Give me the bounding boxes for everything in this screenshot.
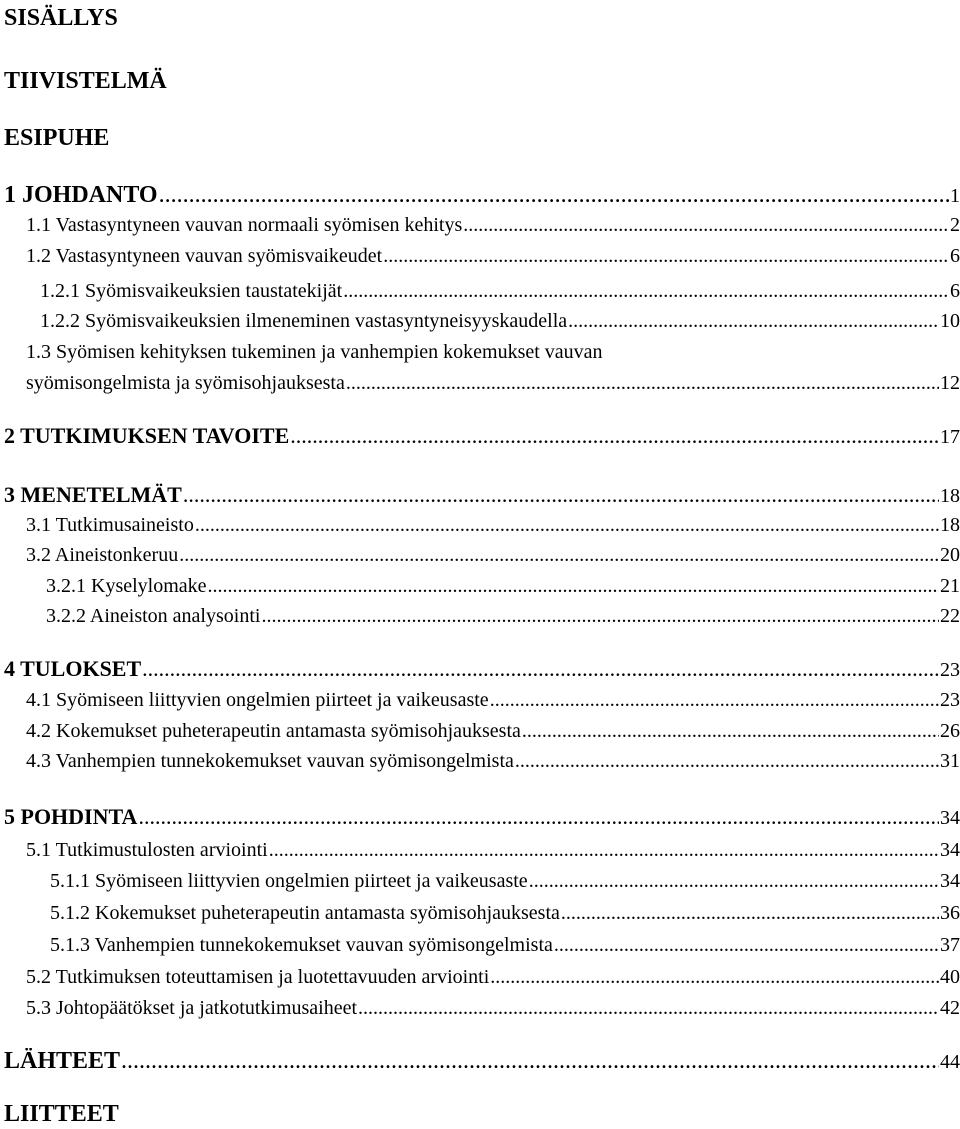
toc-entry-4-3[interactable] xyxy=(26,748,960,774)
toc-entry-1-1[interactable] xyxy=(26,212,960,238)
dot-leader xyxy=(568,308,939,334)
toc-entry-label: 1.2.2 Syömisvaikeuksien ilmeneminen vastasyntyneisyyskaudella xyxy=(40,310,568,332)
toc-entry-1-2-2[interactable] xyxy=(40,308,960,334)
toc-entry-page: 40 xyxy=(940,966,960,988)
toc-entry-label: 1.2 Vastasyntyneen vauvan syömisvaikeudet xyxy=(26,245,383,267)
toc-entry-5-1-1[interactable] xyxy=(50,868,960,894)
toc-entry-3-2-2[interactable] xyxy=(46,603,960,629)
toc-entry-page: 26 xyxy=(940,720,960,742)
toc-entry-label: 1 JOHDANTO xyxy=(4,182,158,208)
toc-entry-page: 12 xyxy=(940,372,960,394)
toc-entry-1-2[interactable] xyxy=(26,243,960,269)
dot-leader xyxy=(561,900,939,926)
dot-leader xyxy=(346,370,939,396)
toc-entry-label: 4.2 Kokemukset puheterapeutin antamasta syömisohjauksesta xyxy=(26,720,521,742)
dot-leader xyxy=(383,243,949,269)
toc-entry-1-2-1[interactable] xyxy=(40,278,960,304)
toc-entry-label: 5.3 Johtopäätökset ja jatkotutkimusaiheet xyxy=(26,997,358,1019)
heading-liitteet: LIITTEET xyxy=(4,1101,119,1127)
dot-leader xyxy=(554,932,939,958)
toc-entry-label: 4 TULOKSET xyxy=(4,656,142,681)
toc-entry-label: 5.2 Tutkimuksen toteuttamisen ja luotettavuuden arviointi xyxy=(26,966,490,988)
toc-entry-label: 4.3 Vanhempien tunnekokemukset vauvan syömisongelmista xyxy=(26,750,514,772)
dot-leader xyxy=(490,687,939,713)
toc-entry-1-3-line1[interactable]: 1.3 Syömisen kehityksen tukeminen ja vanhempien kokemukset vauvan xyxy=(26,341,603,363)
toc-entry-page: 23 xyxy=(940,689,960,711)
toc-entry-1[interactable] xyxy=(4,182,960,209)
toc-entry-3-1[interactable] xyxy=(26,512,960,538)
dot-leader xyxy=(142,656,939,682)
toc-entry-page: 22 xyxy=(940,605,960,627)
toc-entry-page: 10 xyxy=(940,310,960,332)
toc-entry-label: syömisongelmista ja syömisohjauksesta xyxy=(26,372,345,394)
toc-entry-label: 3.2.2 Aineiston analysointi xyxy=(46,605,261,627)
dot-leader xyxy=(138,804,939,830)
dot-leader xyxy=(195,512,939,538)
toc-entry-3-2[interactable] xyxy=(26,542,960,568)
dot-leader xyxy=(208,573,939,599)
toc-entry-label: 5 POHDINTA xyxy=(4,804,138,829)
toc-entry-label: 3 MENETELMÄT xyxy=(4,482,182,507)
toc-entry-4-1[interactable] xyxy=(26,687,960,713)
toc-entry-page: 42 xyxy=(940,997,960,1019)
dot-leader xyxy=(522,718,939,744)
toc-entry-page: 18 xyxy=(940,514,960,536)
toc-entry-4[interactable] xyxy=(4,656,960,683)
dot-leader xyxy=(490,964,939,990)
toc-entry-label: LÄHTEET xyxy=(4,1048,121,1074)
toc-entry-label: 2 TUTKIMUKSEN TAVOITE xyxy=(4,423,290,448)
toc-entry-4-2[interactable] xyxy=(26,718,960,744)
dot-leader xyxy=(358,995,939,1021)
dot-leader xyxy=(261,603,939,629)
toc-entry-page: 6 xyxy=(950,280,960,302)
toc-entry-page: 1 xyxy=(950,185,960,207)
dot-leader xyxy=(183,482,939,508)
dot-leader xyxy=(343,278,949,304)
toc-entry-page: 44 xyxy=(940,1051,960,1073)
heading-esipuhe: ESIPUHE xyxy=(4,125,110,151)
dot-leader xyxy=(179,542,939,568)
toc-entry-page: 2 xyxy=(950,214,960,236)
toc-entry-page: 34 xyxy=(940,839,960,861)
toc-entry-page: 18 xyxy=(940,485,960,507)
toc-entry-label: 5.1.1 Syömiseen liittyvien ongelmien piirteet ja vaikeusaste xyxy=(50,870,528,892)
toc-entry-page: 23 xyxy=(940,659,960,681)
toc-entry-label: 1.2.1 Syömisvaikeuksien taustatekijät xyxy=(40,280,343,302)
dot-leader xyxy=(269,837,939,863)
toc-entry-page: 31 xyxy=(940,750,960,772)
toc-entry-page: 36 xyxy=(940,902,960,924)
toc-entry-5-1-2[interactable] xyxy=(50,900,960,926)
toc-entry-label: 3.1 Tutkimusaineisto xyxy=(26,514,194,536)
toc-entry-label: 5.1 Tutkimustulosten arviointi xyxy=(26,839,268,861)
dot-leader xyxy=(121,1048,939,1074)
toc-entry-2[interactable] xyxy=(4,423,960,450)
toc-entry-page: 6 xyxy=(950,245,960,267)
toc-entry-page: 17 xyxy=(940,426,960,448)
toc-title: SISÄLLYS xyxy=(4,5,118,31)
toc-entry-label: 5.1.3 Vanhempien tunnekokemukset vauvan syömisongelmista xyxy=(50,934,553,956)
toc-entry-5-3[interactable] xyxy=(26,995,960,1021)
dot-leader xyxy=(529,868,939,894)
toc-entry-label: 4.1 Syömiseen liittyvien ongelmien piirteet ja vaikeusaste xyxy=(26,689,489,711)
toc-entry-5-2[interactable] xyxy=(26,964,960,990)
toc-entry-5-1[interactable] xyxy=(26,837,960,863)
toc-entry-label: 1.1 Vastasyntyneen vauvan normaali syömisen kehitys xyxy=(26,214,463,236)
heading-tiivistelma: TIIVISTELMÄ xyxy=(4,68,167,94)
toc-entry-lahteet[interactable] xyxy=(4,1048,960,1075)
toc-entry-page: 34 xyxy=(940,807,960,829)
toc-entry-3[interactable] xyxy=(4,482,960,509)
toc-entry-page: 20 xyxy=(940,544,960,566)
toc-entry-page: 34 xyxy=(940,870,960,892)
toc-entry-5[interactable] xyxy=(4,804,960,831)
toc-entry-3-2-1[interactable] xyxy=(46,573,960,599)
toc-entry-page: 37 xyxy=(940,934,960,956)
toc-entry-1-3[interactable] xyxy=(26,370,960,396)
dot-leader xyxy=(159,182,949,208)
toc-entry-5-1-3[interactable] xyxy=(50,932,960,958)
dot-leader xyxy=(290,423,939,449)
toc-entry-label: 5.1.2 Kokemukset puheterapeutin antamasta syömisohjauksesta xyxy=(50,902,560,924)
toc-entry-label: 3.2.1 Kyselylomake xyxy=(46,575,207,597)
toc-entry-page: 21 xyxy=(940,575,960,597)
dot-leader xyxy=(515,748,939,774)
dot-leader xyxy=(463,212,949,238)
toc-entry-label: 3.2 Aineistonkeruu xyxy=(26,544,179,566)
